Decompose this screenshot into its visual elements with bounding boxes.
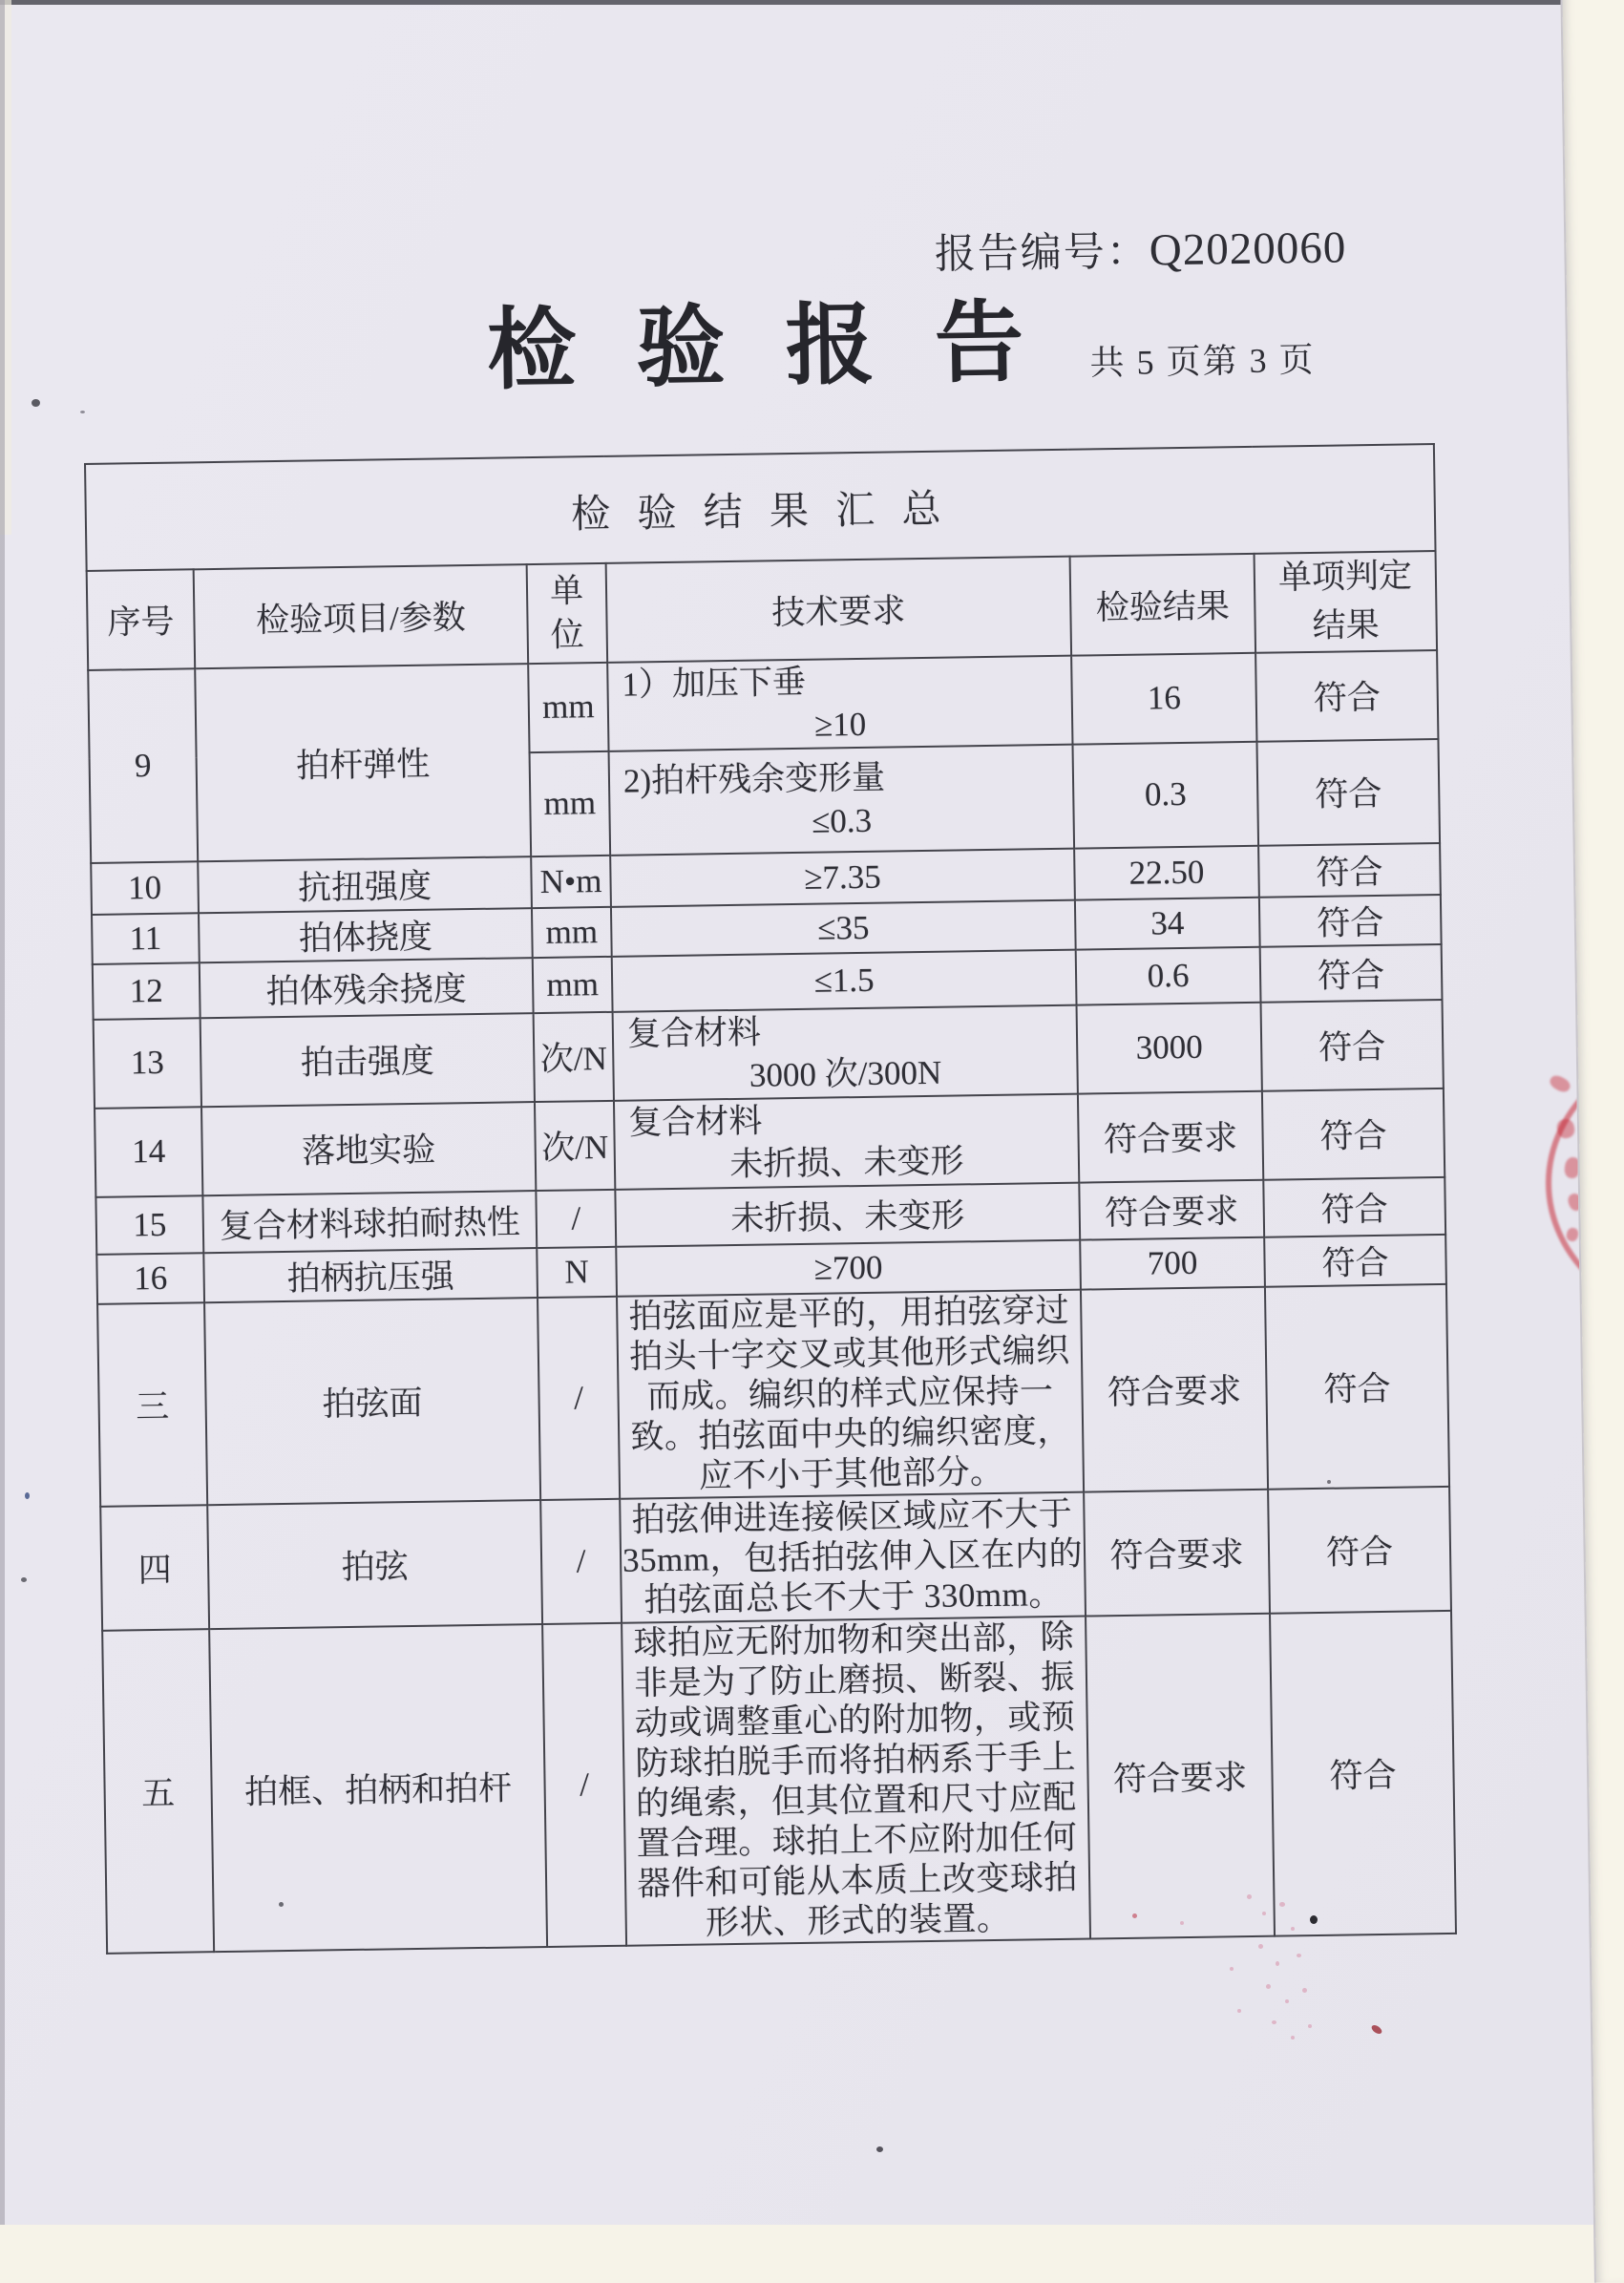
cell-requirement: 拍弦伸进连接候区域应不大于 35mm，包括拍弦伸入区在内的拍弦面总长不大于 330mm。 <box>620 1491 1086 1622</box>
cell-judgment: 符合 <box>1264 1234 1446 1286</box>
cell-unit: N•m <box>531 855 611 907</box>
cell-no: 五 <box>102 1629 214 1954</box>
scan-speck <box>1310 1915 1318 1924</box>
cell-item: 拍弦 <box>207 1500 542 1629</box>
cell-judgment: 符合 <box>1268 1486 1451 1613</box>
scan-speck <box>876 2146 883 2152</box>
cell-requirement <box>609 744 1075 855</box>
cell-result: 符合要求 <box>1084 1489 1270 1616</box>
cell-unit: / <box>538 1296 620 1499</box>
cell-no: 12 <box>93 962 200 1020</box>
cell-judgment: 符合 <box>1263 1176 1445 1237</box>
cell-item: 复合材料球拍耐热性 <box>202 1191 537 1253</box>
cell-item: 拍击强度 <box>200 1013 535 1107</box>
red-seal-fragment-icon <box>1492 1031 1582 1325</box>
table-row <box>100 1486 1451 1630</box>
cell-unit: mm <box>528 662 608 751</box>
cell-requirement <box>607 655 1072 750</box>
cell-unit: / <box>536 1189 616 1247</box>
cell-requirement: ≤1.5 <box>612 949 1077 1011</box>
cell-unit: / <box>542 1622 626 1946</box>
cell-item: 拍体残余挠度 <box>200 958 534 1018</box>
cell-requirement: 球拍应无附加物和突出部，除非是为了防止磨损、断裂、振动或调整重心的附加物，或预防球拍脱手而将拍柄系于手上的绳索，但其位置和尺寸应配置合理。球拍上不应附加任何器件和可能从本质上改变球拍形状、形式的装置。 <box>622 1616 1090 1945</box>
scan-left-edge-line <box>0 0 5 2225</box>
requirement-line2: 未折损、未变形 <box>729 1142 964 1184</box>
cell-judgment: 符合 <box>1262 1088 1445 1179</box>
cell-no: 13 <box>94 1018 201 1109</box>
summary-table <box>84 443 1457 1954</box>
cell-result: 符合要求 <box>1081 1286 1268 1491</box>
cell-unit: N <box>537 1246 617 1297</box>
column-header: 检验结果 <box>1070 554 1256 655</box>
cell-unit: 次/N <box>534 1011 614 1101</box>
requirement-line1: 1）加压下垂 <box>622 663 807 704</box>
page-count-info: 共 5 页第 3 页 <box>1089 340 1316 383</box>
cell-requirement: ≥700 <box>616 1239 1081 1296</box>
cell-judgment: 符合 <box>1265 1283 1449 1489</box>
table-title: 检 验 结 果 汇 总 <box>85 444 1436 571</box>
cell-item: 拍框、拍柄和拍杆 <box>209 1624 547 1952</box>
cell-item: 抗扭强度 <box>198 856 532 913</box>
cell-unit: 次/N <box>535 1100 615 1190</box>
report-number-label: 报告编号： <box>934 229 1150 278</box>
cell-item: 落地实验 <box>201 1102 536 1195</box>
cell-result: 16 <box>1071 652 1256 744</box>
cell-no: 9 <box>88 668 198 863</box>
cell-judgment: 符合 <box>1261 999 1444 1090</box>
cell-no: 15 <box>95 1195 203 1255</box>
cell-result: 700 <box>1080 1237 1265 1289</box>
table-title-row <box>85 444 1436 571</box>
cell-judgment: 符合 <box>1260 943 1443 1002</box>
scan-speck <box>25 1492 30 1499</box>
requirement-line2: ≤0.3 <box>811 801 873 840</box>
column-header: 检验项目/参数 <box>194 564 528 668</box>
cell-unit: mm <box>533 956 613 1012</box>
report-number-value: Q2020060 <box>1149 222 1347 276</box>
cell-no: 16 <box>96 1253 204 1304</box>
cell-no: 四 <box>100 1505 209 1631</box>
cell-no: 10 <box>91 861 199 915</box>
cell-unit: mm <box>530 750 611 856</box>
document-title: 检 验 报 告 <box>486 294 1044 401</box>
cell-requirement: ≥7.35 <box>610 848 1075 906</box>
cell-requirement <box>614 1093 1079 1189</box>
requirement-line1: 复合材料 <box>628 1102 763 1142</box>
cell-requirement <box>613 1004 1078 1100</box>
cell-judgment: 符合 <box>1259 894 1442 946</box>
requirement-line1: 2)拍杆残余变形量 <box>622 758 886 800</box>
cell-result: 3000 <box>1077 1002 1262 1093</box>
cell-result: 22.50 <box>1074 845 1259 899</box>
column-header: 单项判定结果 <box>1255 551 1438 652</box>
cell-item: 拍体挠度 <box>199 908 533 962</box>
cell-result: 0.6 <box>1076 946 1261 1004</box>
table-row <box>102 1610 1456 1953</box>
cell-result: 符合要求 <box>1078 1090 1263 1182</box>
cell-judgment: 符合 <box>1256 738 1440 845</box>
cell-unit: mm <box>532 906 612 957</box>
scan-speck <box>21 1577 27 1582</box>
requirement-line1: 复合材料 <box>626 1013 762 1053</box>
scan-top-edge <box>0 0 1624 5</box>
cell-result: 符合要求 <box>1086 1613 1275 1938</box>
cell-judgment: 符合 <box>1258 842 1441 897</box>
cell-no: 14 <box>95 1107 202 1197</box>
column-header: 序号 <box>87 569 196 669</box>
requirement-line2: 3000 次/300N <box>749 1053 942 1094</box>
requirement-line2: ≥10 <box>813 705 867 744</box>
cell-requirement: 未折损、未变形 <box>615 1182 1080 1246</box>
cell-result: 0.3 <box>1072 741 1258 848</box>
scan-speck <box>1327 1480 1331 1484</box>
ink-smudge <box>1132 1913 1137 1918</box>
cell-requirement: 拍弦面应是平的，用拍弦穿过拍头十字交叉或其他形式编织而成。编织的样式应保持一致。拍弦面中央的编织密度，应不小于其他部分。 <box>617 1289 1084 1498</box>
cell-requirement: ≤35 <box>611 899 1076 956</box>
scan-speck <box>32 399 40 407</box>
cell-item: 拍杆弹性 <box>195 664 531 861</box>
cell-item: 拍弦面 <box>204 1298 540 1505</box>
column-header: 单位 <box>527 563 608 664</box>
table-row <box>97 1283 1449 1506</box>
cell-item: 拍柄抗压强 <box>203 1248 538 1302</box>
cell-unit: / <box>540 1498 622 1623</box>
scan-speck <box>279 1902 284 1907</box>
scan-speck <box>80 411 85 413</box>
cell-no: 11 <box>92 913 200 964</box>
cell-result: 34 <box>1075 897 1260 949</box>
cell-judgment: 符合 <box>1255 649 1438 741</box>
seal-ink-mark <box>1548 1073 1572 1095</box>
cell-result: 符合要求 <box>1079 1179 1264 1239</box>
column-header: 技术要求 <box>606 557 1071 663</box>
cell-judgment: 符合 <box>1270 1610 1456 1935</box>
cell-no: 三 <box>97 1302 207 1507</box>
